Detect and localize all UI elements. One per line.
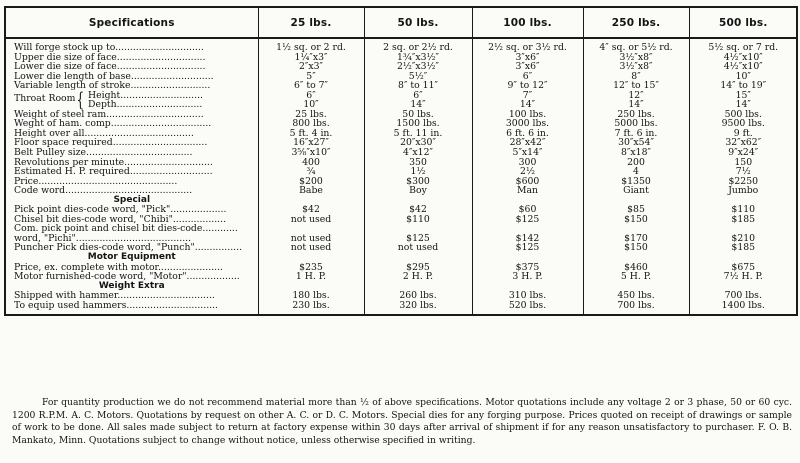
cell-value: $675 [689,263,797,273]
cell-value: 9 ft. [689,129,797,139]
cell-value: 5″ [258,72,364,82]
row-label: Price............................................... [14,175,178,187]
cell-value: 2½ [472,167,583,177]
cell-value: not used [258,234,364,244]
cell-value: $42 [364,205,472,215]
cell-value: 260 lbs. [364,291,472,301]
cell-value: $125 [472,243,583,253]
cell-value: Boy [364,186,472,196]
cell-value: $142 [472,234,583,244]
cell-value: 1400 lbs. [689,301,797,316]
cell-value: 1¾″x3½″ [364,53,472,63]
cell-value: 14″ [583,100,689,110]
cell-value: 700 lbs. [583,301,689,316]
cell-value: 1¼″x3″ [258,53,364,63]
cell-value: 3½″x8″ [583,53,689,63]
cell-value: 200 [583,158,689,168]
cell-value: 4½″x10″ [689,62,797,72]
cell-value: 450 lbs. [583,291,689,301]
cell-value: 1 H. P. [258,272,364,282]
cell-value: 4 [583,167,689,177]
table-body [5,38,797,315]
row-label: Depth............................. [88,99,203,111]
cell-value: 4″x12″ [364,148,472,158]
cell-value: Man [472,186,583,196]
cell-value: 10″ [258,100,364,110]
cell-value: Jumbo [689,186,797,196]
cell-value: 3 H. P. [472,272,583,282]
cell-value: $300 [364,177,472,187]
specifications-header: Specifications [5,7,258,38]
cell-value: 500 lbs. [689,110,797,120]
cell-value: 7 ft. 6 in. [583,129,689,139]
cell-value: 14″ to 19″ [689,81,797,91]
cell-value: 1½ sq. or 2 rd. [258,38,364,53]
row-label: Lower die length of base............................ [14,70,214,82]
row-label: Will forge stock up to.............................. [14,42,204,53]
table-row [5,91,797,101]
cell-value: $600 [472,177,583,187]
cell-value: 350 [364,158,472,168]
cell-value: 6″ [472,72,583,82]
throat-room-label: Throat Room [14,92,76,104]
cell-value: 320 lbs. [364,301,472,316]
cell-value: $170 [583,234,689,244]
brace-icon: { [76,86,85,111]
cell-value: 250 lbs. [583,110,689,120]
cell-value: 700 lbs. [689,291,797,301]
row-label: Variable length of stroke........................... [14,80,211,92]
row-label: Code word........................................... [14,185,193,197]
cell-value: 5 H. P. [583,272,689,282]
cell-value: 100 lbs. [472,110,583,120]
row-label: Pick point dies-code word, "Pick"................... [14,204,227,216]
cell-value: 32″x62″ [689,138,797,148]
cell-value: 1½ [364,167,472,177]
row-label: Shipped with hammer................................. [14,290,215,302]
cell-value: 400 [258,158,364,168]
cell-value: 2½ sq. or 3½ rd. [472,38,583,53]
col-header-250: 250 lbs. [583,7,689,38]
cell-value: 8″ to 11″ [364,81,472,91]
cell-value: 16″x27″ [258,138,364,148]
cell-value: 3⅝″x10″ [258,148,364,158]
cell-value: 8″x18″ [583,148,689,158]
cell-value: $2250 [689,177,797,187]
cell-value: 6″ to 7″ [258,81,364,91]
cell-value: 1500 lbs. [364,119,472,129]
cell-value: 28″x42″ [472,138,583,148]
cell-value: 3″x6″ [472,62,583,72]
cell-value: 12″ to 15″ [583,81,689,91]
cell-value: $85 [583,205,689,215]
cell-value: $42 [258,205,364,215]
cell-value: 6″ [364,91,472,101]
cell-value: 180 lbs. [258,291,364,301]
cell-value: 2 H. P. [364,272,472,282]
cell-value: 3½″x8″ [583,62,689,72]
cell-value: 15″ [689,91,797,101]
cell-value: 520 lbs. [472,301,583,316]
cell-value: 6″ [258,91,364,101]
cell-value: $185 [689,243,797,253]
cell-value: 5½ sq. or 7 rd. [689,38,797,53]
cell-value: 230 lbs. [258,301,364,316]
cell-value: $460 [583,263,689,273]
cell-value: $150 [583,215,689,225]
row-label: Motor furnished-code word, "Motor".................. [14,271,240,283]
row-label: Height............................ Throat Room { [14,86,204,111]
col-header-100: 100 lbs. [472,7,583,38]
cell-value: 310 lbs. [472,291,583,301]
cell-value: $125 [472,215,583,225]
cell-value: 4½″x10″ [689,53,797,63]
cell-value: $185 [689,215,797,225]
row-label: Weight of steel ram................................. [14,108,204,120]
col-header-500: 500 lbs. [689,7,797,38]
section-heading: Motor Equipment [87,252,176,263]
cell-value: Giant [583,186,689,196]
cell-value: 9″x24″ [689,148,797,158]
cell-value: ¾ [258,167,364,177]
cell-value: 7½ [689,167,797,177]
cell-value: not used [364,243,472,253]
specifications-table [4,6,798,316]
cell-value: $375 [472,263,583,273]
section-heading: Weight Extra [98,280,165,291]
footnote: For quantity production we do not recommend material more than ½ of above specifications. Motor quotations include any voltage 2 or 3 phase, 50 or 60 cyc. 1200 R.P.M. A. C. Motors. Quotations by request on other A. C. or D. C. Motors. Special dies for any forging purpose. Prices quoted on receipt of drawings or sample of work to be done. All sales made subject to return at factory expense within 30 days after arrival of shipment if for any reason unsatisfactory to purchaser. F. O. B. Mankato, Minn. Quotations subject to change without notice, unless otherwise specified in writing. [12,397,792,446]
cell-value: 14″ [364,100,472,110]
cell-value: 800 lbs. [258,119,364,129]
row-label: Upper die size of face.............................. [14,51,206,63]
row-label: Com. pick point and chisel bit dies-code............ [14,223,238,235]
cell-value: 7½ H. P. [689,272,797,282]
cell-value: 4″ sq. or 5½ rd. [583,38,689,53]
cell-value: 3″x6″ [472,53,583,63]
row-label: To equip used hammers............................... [14,299,219,311]
cell-value: 5 ft. 11 in. [364,129,472,139]
cell-value: 20″x30″ [364,138,472,148]
cell-value: 150 [689,158,797,168]
row-label: Estimated H. P. required............................ [14,166,213,178]
cell-value: not used [258,243,364,253]
row-label: Price, ex. complete with motor...................... [14,261,223,273]
cell-value: 2″x3″ [258,62,364,72]
cell-value: 12″ [583,91,689,101]
row-label: Lower die size of face.............................. [14,61,206,73]
cell-value: $295 [364,263,472,273]
section-heading: Special [113,194,151,205]
cell-value: 300 [472,158,583,168]
cell-value: Babe [258,186,364,196]
cell-value: 7″ [472,91,583,101]
row-label: Belt Pulley size.................................... [14,147,193,159]
row-label: Puncher Pick dies-code word, "Punch"................ [14,242,243,254]
col-header-50: 50 lbs. [364,7,472,38]
cell-value: 5 ft. 4 in. [258,129,364,139]
cell-value: $110 [689,205,797,215]
col-header-25: 25 lbs. [258,7,364,38]
table-row [5,301,797,316]
row-label: word, "Pichi"....................................... [14,232,192,244]
table-row [5,38,797,53]
cell-value: 25 lbs. [258,110,364,120]
cell-value: 14″ [689,100,797,110]
cell-value: 30″x54″ [583,138,689,148]
header-row [5,7,797,38]
cell-value: $60 [472,205,583,215]
cell-value: 14″ [472,100,583,110]
cell-value: 2½″x3½″ [364,62,472,72]
cell-value: 8″ [583,72,689,82]
cell-value: 9500 lbs. [689,119,797,129]
row-label: Floor space required................................ [14,137,208,149]
row-label: Revolutions per minute.............................. [14,156,213,168]
cell-value: 3000 lbs. [472,119,583,129]
cell-value: $200 [258,177,364,187]
cell-value: 50 lbs. [364,110,472,120]
cell-value: $1350 [583,177,689,187]
cell-value: $150 [583,243,689,253]
cell-value: 5½″ [364,72,472,82]
cell-value: 2 sq. or 2½ rd. [364,38,472,53]
cell-value: 5000 lbs. [583,119,689,129]
row-label: Height over all..................................... [14,127,194,139]
row-label: Chisel bit dies-code word, "Chibi".................. [14,213,227,225]
cell-value: $125 [364,234,472,244]
row-label: Weght of ham. comp.................................. [14,118,212,130]
cell-value: $110 [364,215,472,225]
cell-value: not used [258,215,364,225]
cell-value: $210 [689,234,797,244]
cell-value: 9″ to 12″ [472,81,583,91]
cell-value: 6 ft. 6 in. [472,129,583,139]
cell-value: 10″ [689,72,797,82]
cell-value: 5″x14″ [472,148,583,158]
cell-value: $235 [258,263,364,273]
